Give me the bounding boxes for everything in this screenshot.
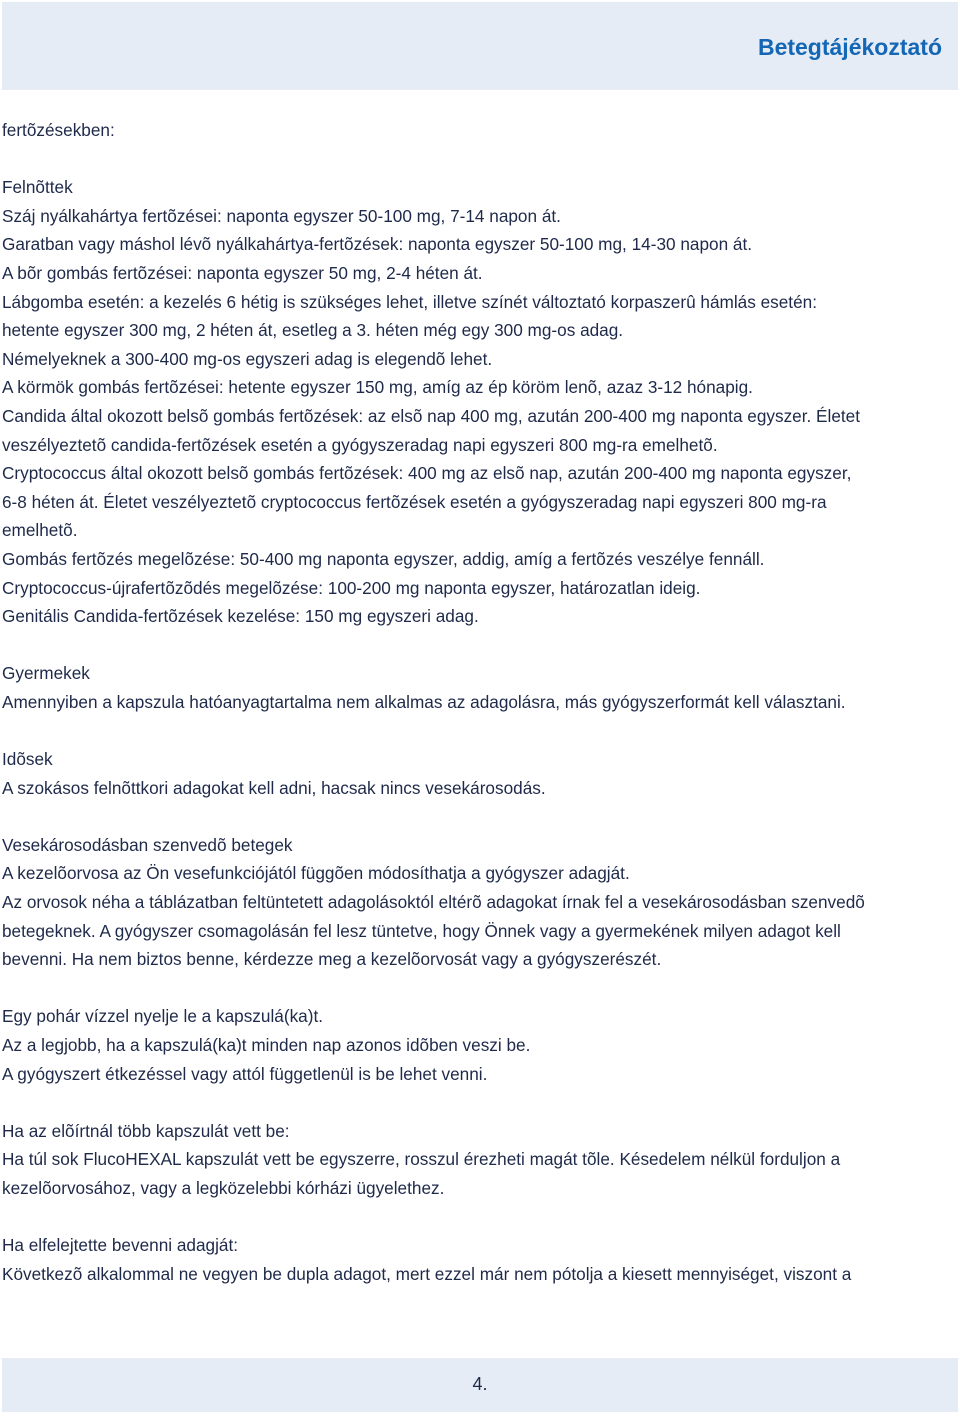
children-line: Amennyiben a kapszula hatóanyagtartalma nem alkalmas az adagolásra, más gyógyszerformát kell választani.: [2, 691, 846, 712]
elderly-line: A szokásos felnõttkori adagokat kell adni, hacsak nincs vesekárosodás.: [2, 777, 546, 798]
adults-line: Gombás fertõzés megelõzése: 50-400 mg naponta egyszer, addig, amíg a fertõzés veszélye fennáll.: [2, 548, 765, 569]
adults-line: Lábgomba esetén: a kezelés 6 hétig is szükséges lehet, illetve színét változtató korpaszerû hámlás esetén:: [2, 291, 817, 312]
usage-line: A gyógyszert étkezéssel vagy attól függetlenül is be lehet venni.: [2, 1063, 488, 1084]
adults-line: Genitális Candida-fertõzések kezelése: 150 mg egyszeri adag.: [2, 606, 479, 627]
overdose-line: kezelõorvosához, vagy a legközelebbi kórházi ügyelethez.: [2, 1177, 445, 1198]
adults-line: A bõr gombás fertõzései: naponta egyszer 50 mg, 2-4 héten át.: [2, 262, 483, 283]
kidney-line: betegeknek. A gyógyszer csomagolásán fel lesz tüntetve, hogy Önnek vagy a gyermekének milyen adagot kell: [2, 920, 841, 941]
usage-line: Egy pohár vízzel nyelje le a kapszulá(ka)t.: [2, 1006, 323, 1027]
adults-line: 6-8 héten át. Életet veszélyeztetõ cryptococcus fertõzések esetén a gyógyszeradag napi egyszeri 800 mg-ra: [2, 491, 827, 512]
adults-line: A körmök gombás fertõzései: hetente egyszer 150 mg, amíg az ép köröm lenõ, azaz 3-12 hónapig.: [2, 377, 753, 398]
missed-dose-line: Következõ alkalommal ne vegyen be dupla adagot, mert ezzel már nem pótolja a kiesett mennyiséget, viszont a: [2, 1263, 852, 1284]
kidney-line: A kezelõorvosa az Ön vesefunkciójától függõen módosíthatja a gyógyszer adagját.: [2, 863, 630, 884]
adults-line: Száj nyálkahártya fertõzései: naponta egyszer 50-100 mg, 7-14 napon át.: [2, 205, 561, 226]
usage-line: Az a legjobb, ha a kapszulá(ka)t minden nap azonos idõben veszi be.: [2, 1035, 531, 1055]
document-body: [2, 116, 958, 1288]
section-heading-children: Gyermekek: [2, 663, 90, 684]
adults-line: hetente egyszer 300 mg, 2 héten át, esetleg a 3. héten még egy 300 mg-os adag.: [2, 320, 624, 341]
adults-line: Garatban vagy máshol lévõ nyálkahártya-fertõzések: naponta egyszer 50-100 mg, 14-30 napon át.: [2, 234, 753, 255]
section-heading-missed-dose: Ha elfelejtette bevenni adagját:: [2, 1235, 239, 1256]
page-footer: [2, 1358, 958, 1412]
page-header: [2, 2, 958, 90]
overdose-line: Ha túl sok FlucoHEXAL kapszulát vett be egyszerre, rosszul érezheti magát tõle. Késedelem nélkül forduljon a: [2, 1149, 841, 1170]
header-title: Betegtájékoztató: [757, 34, 942, 60]
adults-line: Cryptococcus által okozott belsõ gombás fertõzések: 400 mg az elsõ nap, azután 200-400 mg naponta egyszer,: [2, 463, 852, 484]
kidney-line: Az orvosok néha a táblázatban feltüntetett adagolásoktól eltérõ adagokat írnak fel a vesekárosodásban szenvedõ: [2, 892, 865, 913]
section-heading-adults: Felnõttek: [2, 177, 73, 198]
adults-line: emelhetõ.: [2, 520, 78, 541]
adults-line: Candida által okozott belsõ gombás fertõzések: az elsõ nap 400 mg, azután 200-400 mg naponta egyszer. Életet: [2, 405, 861, 426]
adults-line: Cryptococcus-újrafertõzõdés megelõzése: 100-200 mg naponta egyszer, határozatlan ideig.: [2, 577, 701, 598]
kidney-line: bevenni. Ha nem biztos benne, kérdezze meg a kezelõorvosát vagy a gyógyszerészét.: [2, 949, 662, 970]
section-heading-overdose: Ha az elõírtnál több kapszulát vett be:: [2, 1120, 290, 1141]
adults-line: Némelyeknek a 300-400 mg-os egyszeri adag is elegendõ lehet.: [2, 348, 493, 369]
section-heading-kidney: Vesekárosodásban szenvedõ betegek: [2, 834, 293, 855]
adults-line: veszélyeztetõ candida-fertõzések esetén a gyógyszeradag napi egyszeri 800 mg-ra emelhetõ.: [2, 434, 718, 455]
page-number: 4.: [472, 1374, 488, 1394]
section-heading-elderly: Idõsek: [2, 749, 53, 770]
intro-line: fertõzésekben:: [2, 120, 115, 140]
